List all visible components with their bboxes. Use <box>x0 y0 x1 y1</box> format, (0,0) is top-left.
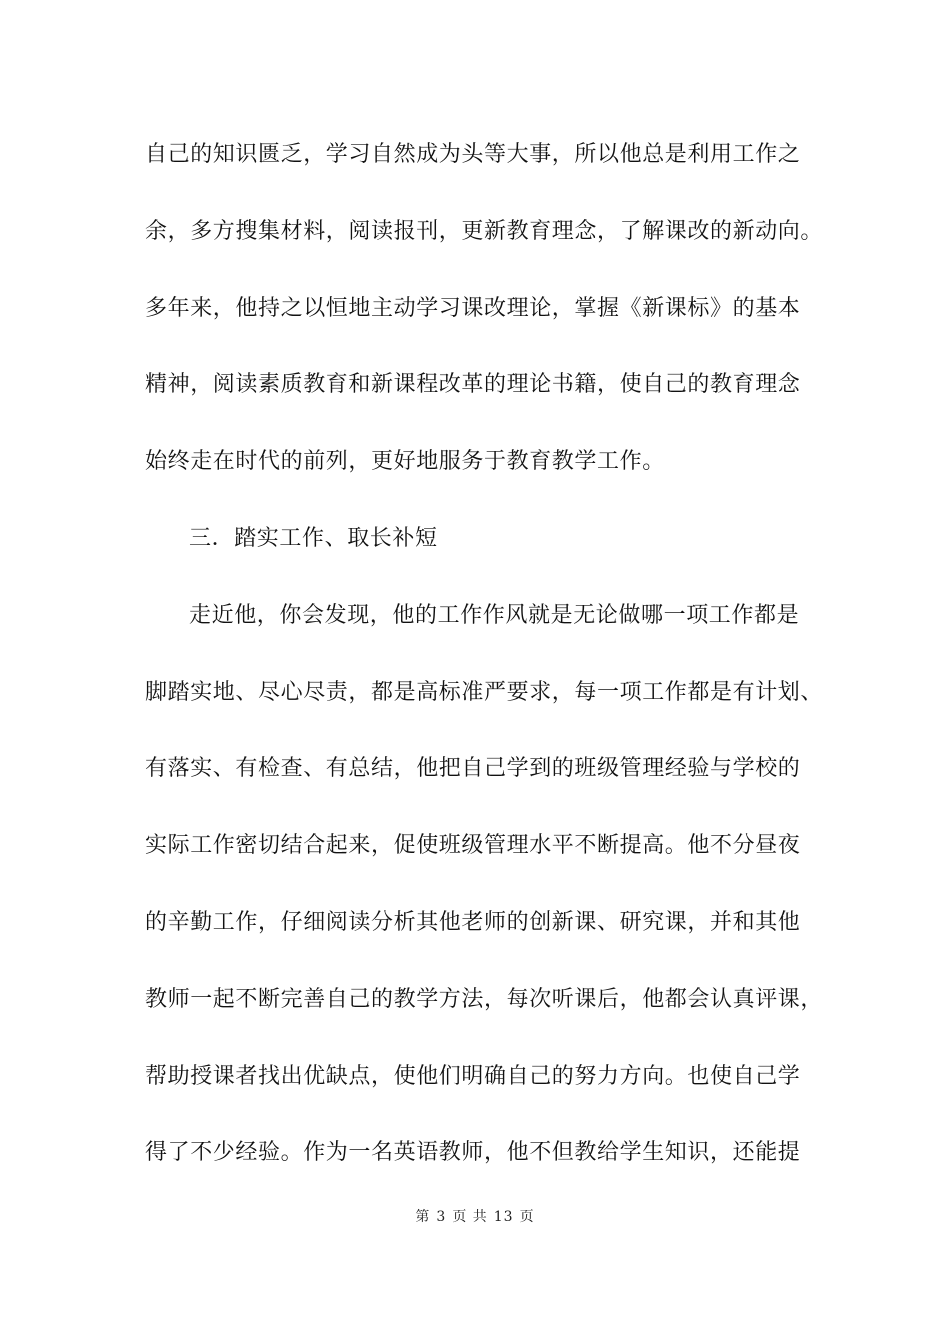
body-text <box>145 133 825 1208</box>
text-line: 精神，阅读素质教育和新课程改革的理论书籍，使自己的教育理念 <box>145 372 801 398</box>
text-line: 的辛勤工作，仔细阅读分析其他老师的创新课、研究课，并和其他 <box>145 909 801 935</box>
total-pages-number: 13 <box>493 1209 514 1225</box>
text-line: 多年来，他持之以恒地主动学习课改理论，掌握《新课标》的基本 <box>145 295 801 321</box>
text-line: 得了不少经验。作为一名英语教师，他不但教给学生知识，还能提 <box>145 1140 801 1166</box>
current-page-number: 3 <box>436 1209 447 1225</box>
text-line: 有落实、有检查、有总结，他把自己学到的班级管理经验与学校的 <box>145 756 801 782</box>
text-line: 自己的知识匮乏，学习自然成为头等大事，所以他总是利用工作之 <box>145 142 801 167</box>
text-line: 走近他，你会发现，他的工作作风就是无论做哪一项工作都是 <box>189 602 800 628</box>
text-line: 始终走在时代的前列，更好地服务于教育教学工作。 <box>145 449 665 475</box>
text-line: 帮助授课者找出优缺点，使他们明确自己的努力方向。也使自己学 <box>145 1063 801 1089</box>
section-heading: 三．踏实工作、取长补短 <box>189 525 438 551</box>
page-label-mid: 页 共 <box>452 1209 488 1225</box>
text-line: 脚踏实地、尽心尽责，都是高标准严要求，每一项工作都是有计划、 <box>145 679 824 705</box>
page-footer <box>0 1206 950 1226</box>
text-line: 教师一起不断完善自己的教学方法，每次听课后，他都会认真评课， <box>145 986 824 1012</box>
text-line: 余，多方搜集材料，阅读报刊，更新教育理念，了解课改的新动向。 <box>145 218 824 244</box>
text-line: 实际工作密切结合起来，促使班级管理水平不断提高。他不分昼夜 <box>145 833 801 859</box>
page-label-suffix: 页 <box>519 1209 535 1225</box>
page-label-prefix: 第 <box>415 1209 431 1225</box>
